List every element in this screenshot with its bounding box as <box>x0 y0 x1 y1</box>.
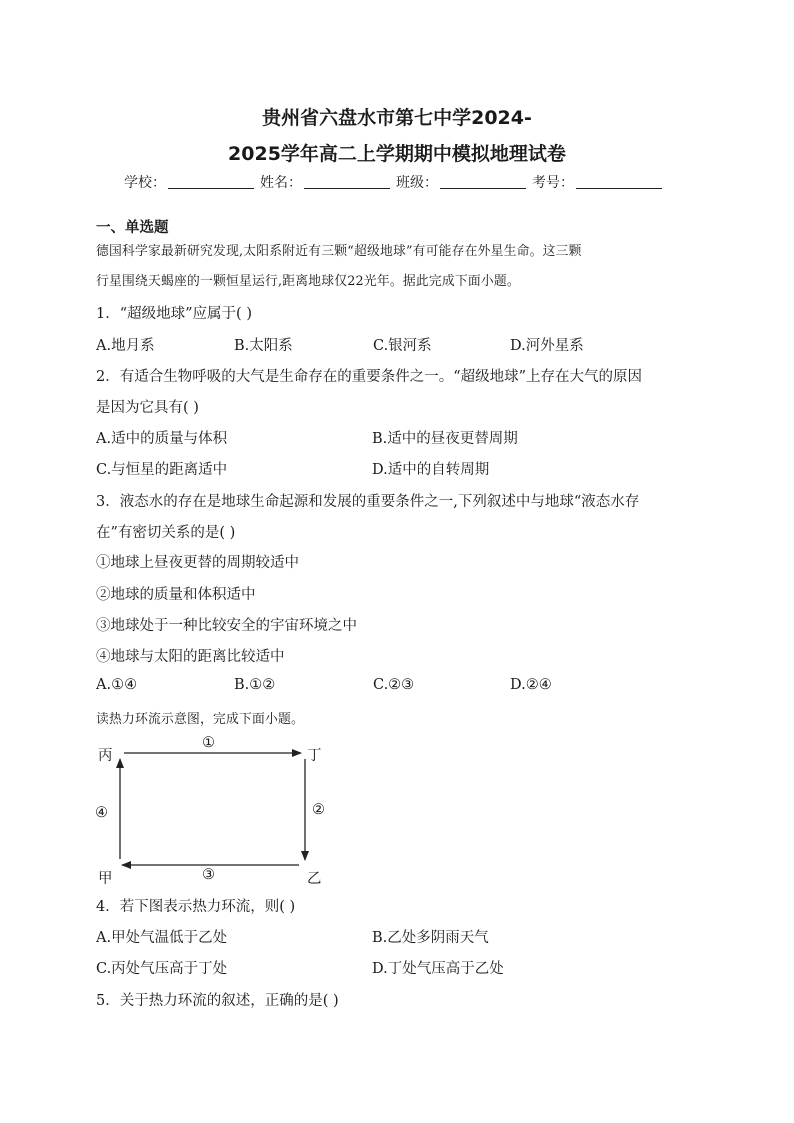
question-3-option-d: D.②④ <box>510 677 552 693</box>
question-1-option-d: D.河外星系 <box>510 338 584 354</box>
question-2-option-d: D.适中的自转周期 <box>372 462 490 478</box>
question-3-option-b: B.①② <box>234 677 276 693</box>
question-3-option-c: C.②③ <box>373 677 415 693</box>
class-blank <box>440 174 526 189</box>
question-1-option-b: B.太阳系 <box>234 338 293 354</box>
exam-title-line2: 2025学年高二上学期期中模拟地理试卷 <box>228 143 566 165</box>
diagram-svg <box>94 735 334 887</box>
student-info-line <box>124 172 668 192</box>
question-3-statement-3: ③地球处于一种比较安全的宇宙环境之中 <box>96 618 357 634</box>
question-4-option-a: A.甲处气温低于乙处 <box>96 930 228 946</box>
question-2-stem-line1: 2．有适合生物呼吸的大气是生命存在的重要条件之一。“超级地球”上存在大气的原因 <box>96 369 643 385</box>
arrow-label-bottom: ③ <box>202 867 215 883</box>
class-label: 班级： <box>396 175 438 191</box>
question-4-option-c: C.丙处气压高于丁处 <box>96 961 228 977</box>
corner-label-jia: 甲 <box>98 871 113 887</box>
question-4-option-d: D.丁处气压高于乙处 <box>372 961 504 977</box>
passage1-line2: 行星围绕天蝎座的一颗恒星运行,距离地球仅22光年。据此完成下面小题。 <box>96 274 520 289</box>
corner-label-yi: 乙 <box>307 871 322 887</box>
question-2-stem-line2: 是因为它具有( ) <box>96 400 199 416</box>
question-3-statement-4: ④地球与太阳的距离比较适中 <box>96 649 285 665</box>
exam-no-label: 考号： <box>532 175 574 191</box>
arrow-label-right: ② <box>312 802 325 818</box>
exam-title-line1: 贵州省六盘水市第七中学2024- <box>262 107 532 129</box>
arrow-label-top: ① <box>202 735 215 751</box>
question-3-stem-line2: 在”有密切关系的是( ) <box>96 525 236 541</box>
question-3-statement-1: ①地球上昼夜更替的周期较适中 <box>96 555 299 571</box>
question-2-option-a: A.适中的质量与体积 <box>96 431 228 447</box>
question-1-option-c: C.银河系 <box>373 338 432 354</box>
arrow-label-left: ④ <box>95 805 108 821</box>
school-blank <box>168 174 254 189</box>
section-heading: 一、单选题 <box>96 220 169 236</box>
corner-label-ding: 丁 <box>307 748 322 764</box>
name-blank <box>304 174 390 189</box>
school-label: 学校： <box>124 175 166 191</box>
question-5-stem: 5．关于热力环流的叙述，正确的是( ) <box>96 993 339 1009</box>
passage2-text: 读热力环流示意图，完成下面小题。 <box>96 712 304 727</box>
question-1-option-a: A.地月系 <box>96 338 155 354</box>
question-3-statement-2: ②地球的质量和体积适中 <box>96 587 256 603</box>
question-2-option-b: B.适中的昼夜更替周期 <box>372 431 518 447</box>
question-4-option-b: B.乙处多阴雨天气 <box>372 930 489 946</box>
passage1-line1: 德国科学家最新研究发现,太阳系附近有三颗“超级地球”有可能存在外星生命。这三颗 <box>96 244 582 259</box>
thermal-circulation-diagram <box>94 735 334 887</box>
question-3-option-a: A.①④ <box>96 677 138 693</box>
name-label: 姓名： <box>260 175 302 191</box>
question-4-stem: 4．若下图表示热力环流，则( ) <box>96 899 296 915</box>
question-1-stem: 1．“超级地球”应属于( ) <box>96 306 252 322</box>
question-2-option-c: C.与恒星的距离适中 <box>96 462 228 478</box>
question-3-stem-line1: 3．液态水的存在是地球生命起源和发展的重要条件之一,下列叙述中与地球“液态水存 <box>96 494 640 510</box>
exam-no-blank <box>576 174 662 189</box>
corner-label-bing: 丙 <box>98 748 113 764</box>
